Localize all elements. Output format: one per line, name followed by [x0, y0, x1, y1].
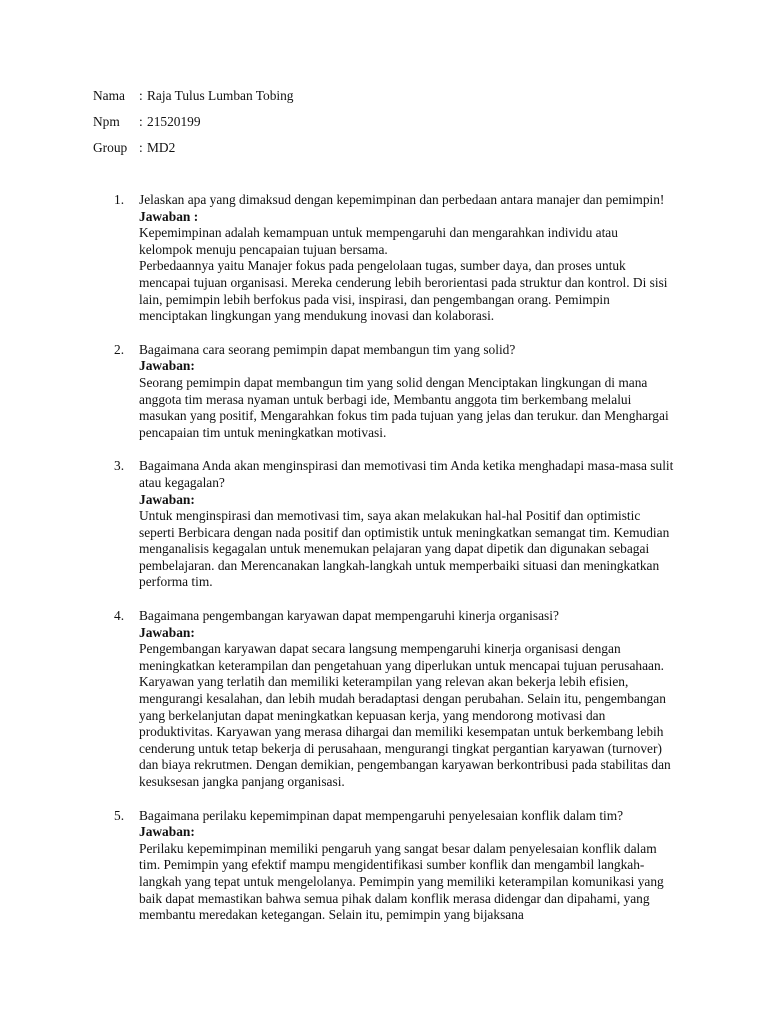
question-item-3	[114, 458, 674, 591]
answer-paragraph: Seorang pemimpin dapat membangun tim yang solid dengan Menciptakan lingkungan di mana anggota tim merasa nyaman untuk berbagi ide, Membantu anggota tim berkembang melalui masukan yang positif, Mengarahkan fokus tim pada tujuan yang jelas dan terukur. dan Menghargai pencapaian tim untuk meningkatkan motivasi.	[139, 374, 669, 440]
question-item-4	[114, 608, 674, 791]
question-item-2	[114, 342, 674, 442]
answer-label: Jawaban:	[139, 624, 195, 640]
answer-paragraph: Untuk menginspirasi dan memotivasi tim, saya akan melakukan hal-hal Positif dan optimistic seperti Berbicara dengan nada positif dan optimistik untuk meningkatkan semangat tim. Kemudian menganalisis kegagalan untuk menemukan pelajaran yang dapat dipetik dan digunakan sebagai pembelajaran. dan Merencanakan langkah-langkah untuk memperbaiki situasi dan meningkatkan performa tim.	[139, 508, 670, 590]
question-list	[114, 192, 674, 941]
question-text: Bagaimana perilaku kepemimpinan dapat mempengaruhi penyelesaian konflik dalam tim?	[139, 807, 624, 823]
answer-label: Jawaban :	[139, 208, 199, 224]
info-label: Nama	[93, 88, 125, 103]
question-text: Bagaimana Anda akan menginspirasi dan memotivasi tim Anda ketika menghadapi masa-masa sulit atau kegagalan?	[139, 458, 674, 490]
info-separator: :	[139, 114, 143, 129]
answer-paragraph: Perbedaannya yaitu Manajer fokus pada pengelolaan tugas, sumber daya, dan proses untuk mencapai tujuan organisasi. Mereka cenderung lebih berorientasi pada struktur dan kontrol. Di sisi lain, pemimpin lebih berfokus pada visi, inspirasi, dan pengembangan orang. Pemimpin menciptakan lingkungan yang mendukung inovasi dan kolaborasi.	[139, 258, 668, 324]
info-row-nama	[93, 87, 294, 113]
info-value: 21520199	[147, 114, 201, 129]
answer-paragraph: Kepemimpinan adalah kemampuan untuk mempengaruhi dan mengarahkan individu atau kelompok menuju pencapaian tujuan bersama.	[139, 225, 618, 257]
question-text: Bagaimana pengembangan karyawan dapat mempengaruhi kinerja organisasi?	[139, 608, 559, 624]
question-number: 3.	[114, 458, 125, 474]
question-text: Jelaskan apa yang dimaksud dengan kepemimpinan dan perbedaan antara manajer dan pemimpin!	[139, 192, 665, 207]
question-number: 4.	[114, 608, 125, 624]
answer-label: Jawaban:	[139, 358, 195, 374]
info-label: Group	[93, 140, 128, 155]
info-separator: :	[139, 140, 143, 155]
answer-label: Jawaban:	[139, 824, 195, 840]
question-number: 2.	[114, 341, 125, 357]
question-item-1	[114, 192, 674, 325]
question-text: Bagaimana cara seorang pemimpin dapat membangun tim yang solid?	[139, 341, 516, 357]
info-value: Raja Tulus Lumban Tobing	[147, 88, 294, 103]
info-label: Npm	[93, 114, 120, 129]
info-separator: :	[139, 88, 143, 103]
question-number: 5.	[114, 807, 125, 823]
question-item-5	[114, 808, 674, 924]
answer-paragraph: Pengembangan karyawan dapat secara langsung mempengaruhi kinerja organisasi dengan meningkatkan keterampilan dan pengetahuan yang diperlukan untuk mencapai tujuan perusahaan. Karyawan yang terlatih dan memiliki keterampilan yang relevan akan bekerja lebih efisien, mengurangi kesalahan, dan lebih mudah beradaptasi dengan perubahan. Selain itu, pengembangan yang berkelanjutan dapat meningkatkan kepuasan kerja, yang mendorong motivasi dan produktivitas. Karyawan yang merasa dihargai dan memiliki kesempatan untuk berkembang lebih cenderung untuk tetap bekerja di perusahaan, mengurangi tingkat pergantian karyawan (turnover) dan biaya rekrutmen. Dengan demikian, pengembangan karyawan berkontribusi pada stabilitas dan kesuksesan jangka panjang organisasi.	[139, 641, 671, 789]
info-row-npm	[93, 113, 294, 139]
question-number: 1.	[114, 192, 125, 207]
info-row-group	[93, 139, 294, 165]
answer-paragraph: Perilaku kepemimpinan memiliki pengaruh yang sangat besar dalam penyelesaian konflik dalam tim. Pemimpin yang efektif mampu mengidentifikasi sumber konflik dan mengambil langkah-langkah yang tepat untuk mengelolanya. Pemimpin yang memiliki keterampilan komunikasi yang baik dapat memastikan bahwa semua pihak dalam konflik merasa didengar dan dipahami, yang membantu meredakan ketegangan. Selain itu, pemimpin yang bijaksana	[139, 840, 664, 923]
student-info-header	[93, 87, 294, 165]
info-value: MD2	[147, 140, 176, 155]
answer-label: Jawaban:	[139, 491, 195, 507]
